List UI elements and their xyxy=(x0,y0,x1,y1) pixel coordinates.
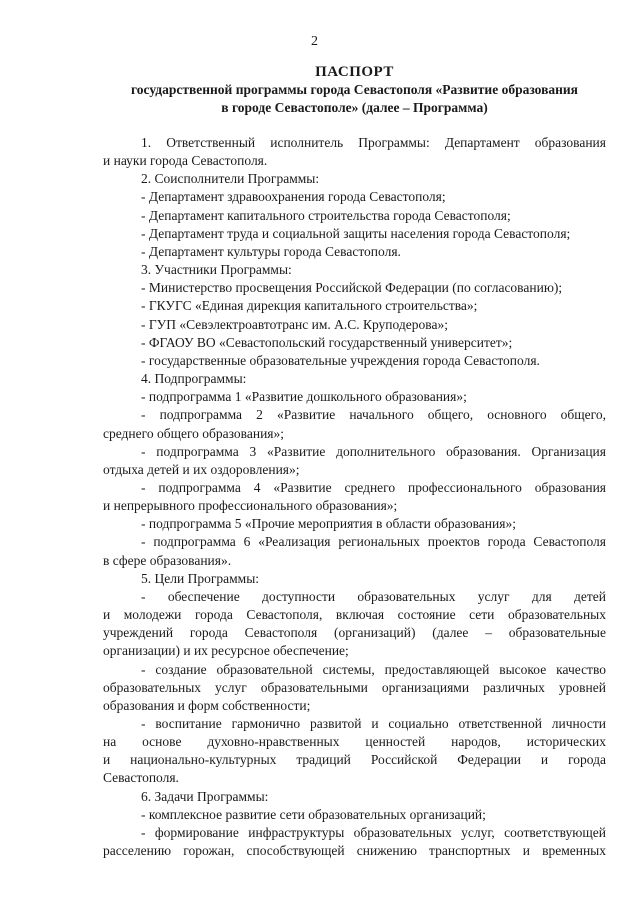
paragraph-line: - подпрограмма 3 «Развитие дополнительного образования. Организация xyxy=(141,443,606,459)
paragraph-line: - создание образовательной системы, предоставляющей высокое качество xyxy=(141,661,606,677)
passport-paragraph xyxy=(103,715,606,788)
passport-paragraph xyxy=(103,243,606,261)
paragraph-line: - Департамент капитального строительства города Севастополя; xyxy=(141,207,511,223)
passport-paragraph xyxy=(103,207,606,225)
paragraph-line: - Департамент здравоохранения города Севастополя; xyxy=(141,189,446,205)
paragraph-line: организации) и их ресурсное обеспечение; xyxy=(103,643,349,659)
passport-paragraph xyxy=(103,824,606,860)
paragraph-line: учреждений города Севастополя (организаций) (далее – образовательные xyxy=(103,625,606,641)
passport-paragraph xyxy=(103,316,606,334)
paragraph-line: - подпрограмма 4 «Развитие среднего профессионального образования xyxy=(141,479,606,495)
passport-paragraph xyxy=(103,533,606,569)
paragraph-line: - ГУП «Севэлектроавтотранс им. А.С. Круподерова»; xyxy=(141,316,448,332)
passport-paragraph xyxy=(103,170,606,188)
passport-paragraph xyxy=(103,388,606,406)
passport-paragraph xyxy=(103,443,606,479)
paragraph-line: 4. Подпрограммы: xyxy=(141,371,247,387)
paragraph-line: среднего общего образования»; xyxy=(103,425,285,441)
passport-paragraph xyxy=(103,515,606,533)
paragraph-line: и науки города Севастополя. xyxy=(103,153,268,169)
passport-body xyxy=(103,134,606,860)
passport-paragraph xyxy=(103,406,606,442)
paragraph-line: - ФГАОУ ВО «Севастопольский государственный университет»; xyxy=(141,334,513,350)
title-line-1: государственной программы города Севастополя «Развитие образования xyxy=(131,82,578,97)
paragraph-line: - обеспечение доступности образовательных услуг для детей xyxy=(141,588,606,604)
paragraph-line: - подпрограмма 1 «Развитие дошкольного образования»; xyxy=(141,389,467,405)
paragraph-line: образовательных услуг образовательными организациями различных уровней xyxy=(103,679,606,695)
passport-paragraph xyxy=(103,479,606,515)
passport-paragraph xyxy=(103,261,606,279)
paragraph-line: - Департамент культуры города Севастополя. xyxy=(141,243,401,259)
passport-paragraph xyxy=(103,279,606,297)
passport-paragraph xyxy=(103,225,606,243)
passport-paragraph xyxy=(103,297,606,315)
paragraph-line: - подпрограмма 5 «Прочие мероприятия в области образования»; xyxy=(141,516,516,532)
paragraph-line: - Министерство просвещения Российской Федерации (по согласованию); xyxy=(141,280,563,296)
paragraph-line: и непрерывного профессионального образования»; xyxy=(103,498,398,514)
paragraph-line: - государственные образовательные учреждения города Севастополя. xyxy=(141,352,540,368)
passport-paragraph xyxy=(103,570,606,588)
paragraph-line: - ГКУГС «Единая дирекция капитального строительства»; xyxy=(141,298,478,314)
paragraph-line: расселению горожан, способствующей снижению транспортных и временных xyxy=(103,843,606,859)
passport-paragraph xyxy=(103,188,606,206)
paragraph-line: - воспитание гармонично развитой и социально ответственной личности xyxy=(141,716,606,731)
paragraph-line: - подпрограмма 2 «Развитие начального общего, основного общего, xyxy=(141,407,606,423)
passport-paragraph xyxy=(103,788,606,806)
passport-paragraph xyxy=(103,806,606,824)
passport-paragraph xyxy=(103,588,606,661)
paragraph-line: - Департамент труда и социальной защиты населения города Севастополя; xyxy=(141,225,571,241)
page-number: 2 xyxy=(311,34,318,49)
passport-paragraph xyxy=(103,661,606,715)
paragraph-line: Севастополя. xyxy=(103,770,179,786)
paragraph-line: в сфере образования». xyxy=(103,552,232,568)
paragraph-line: - комплексное развитие сети образовательных организаций; xyxy=(141,806,486,822)
paragraph-line: образования и форм собственности; xyxy=(103,697,311,713)
title-main: ПАСПОРТ xyxy=(315,64,394,80)
paragraph-line: 6. Задачи Программы: xyxy=(141,788,269,804)
passport-paragraph xyxy=(103,334,606,352)
passport-paragraph xyxy=(103,352,606,370)
passport-paragraph xyxy=(103,370,606,388)
paragraph-line: и национально-культурных традиций Российской Федерации и города xyxy=(103,752,606,768)
title-line-2: в городе Севастополе» (далее – Программа) xyxy=(221,100,488,115)
paragraph-line: 1. Ответственный исполнитель Программы: Департамент образования xyxy=(141,135,606,150)
paragraph-line: 5. Цели Программы: xyxy=(141,570,260,586)
paragraph-line: на основе духовно-нравственных ценностей народов, исторических xyxy=(103,734,606,750)
paragraph-line: 3. Участники Программы: xyxy=(141,262,292,278)
paragraph-line: отдыха детей и их оздоровления»; xyxy=(103,461,300,477)
paragraph-line: - формирование инфраструктуры образовательных услуг, соответствующей xyxy=(141,824,606,840)
paragraph-line: и молодежи города Севастополя, включая состояние сети образовательных xyxy=(103,607,606,623)
paragraph-line: - подпрограмма 6 «Реализация региональных проектов города Севастополя xyxy=(141,534,606,550)
paragraph-line: 2. Соисполнители Программы: xyxy=(141,171,320,187)
document-title xyxy=(103,63,606,117)
passport-paragraph xyxy=(103,134,606,170)
